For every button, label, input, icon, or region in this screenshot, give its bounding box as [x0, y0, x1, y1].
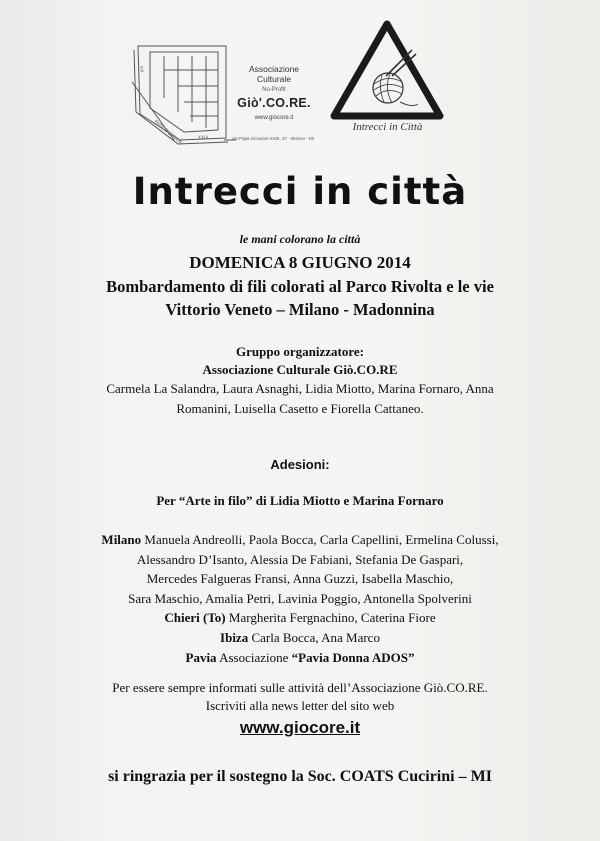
description-line2: Vittorio Veneto – Milano - Madonnina [165, 300, 435, 319]
chieri-names: Margherita Fergnachino, Caterina Fiore [228, 610, 436, 626]
organizers-association: Associazione Culturale Giò.CO.RE [202, 362, 398, 377]
milano-line1 [0, 530, 600, 550]
milano-line2: Alessandro D’Isanto, Alessia De Fabiani, Stefania De Gaspari, [136, 551, 464, 567]
milano-line4: Sara Maschio, Amalia Petri, Lavinia Poggio, Antonella Spolverini [128, 590, 472, 606]
association-text [230, 64, 318, 121]
thanks-line: si ringrazia per il sostegno la Soc. COATS Cucirini – MI [108, 768, 492, 785]
chieri-line [0, 608, 600, 628]
organizers-heading: Gruppo organizzatore: [236, 344, 364, 359]
pavia-org: “Pavia Donna ADOS” [291, 649, 415, 665]
assoc-line3: No-Profit [262, 87, 286, 93]
chieri-label: Chieri (To) [164, 610, 226, 626]
svg-text:via: via [138, 65, 145, 73]
adhesions-heading: Adesioni: [270, 457, 330, 472]
info-line2: Iscriviti alla news letter del sito web [205, 698, 395, 713]
milano-line3: Mercedes Falgueras Fransi, Anna Guzzi, Isabella Maschio, [146, 571, 454, 587]
description-line1: Bombardamento di fili colorati al Parco Rivolta e le vie [106, 277, 494, 296]
ibiza-line [0, 628, 600, 648]
assoc-address: via Papa Giovanni XXIII, 37 - Bresso - MI [232, 136, 315, 141]
adhesions-list [0, 530, 600, 667]
assoc-name: Giò'.CO.RE. [237, 96, 311, 110]
page-title: Intrecci in città [132, 170, 468, 213]
yarn-triangle-icon [330, 18, 445, 123]
assoc-line2: Culturale [256, 74, 292, 84]
members-line2: Romanini, Luisella Casetto e Fiorella Cattaneo. [176, 401, 424, 416]
logo-caption: Intrecci in Città [352, 121, 423, 133]
pavia-line [0, 648, 600, 668]
intrecci-logo [330, 18, 445, 143]
info-line1: Per essere sempre informati sulle attività dell’Associazione Giò.CO.RE. [112, 680, 488, 695]
event-date: DOMENICA 8 GIUGNO 2014 [189, 253, 411, 272]
pavia-text: Associazione [219, 649, 289, 665]
assoc-website: www.giocore.it [254, 115, 294, 121]
assoc-line1: Associazione [248, 64, 300, 74]
milano-names1: Manuela Andreolli, Paola Bocca, Carla Capellini, Ermelina Colussi, [144, 532, 499, 547]
svg-text:XXIII: XXIII [198, 136, 209, 141]
milano-label: Milano [101, 532, 142, 547]
ibiza-label: Ibiza [220, 629, 249, 645]
subtitle: le mani colorano la città [239, 232, 361, 246]
pavia-label: Pavia [185, 649, 217, 665]
ibiza-names: Carla Bocca, Ana Marco [251, 629, 380, 645]
members-line1: Carmela La Salandra, Laura Asnaghi, Lidia Miotto, Marina Fornaro, Anna [106, 381, 494, 396]
svg-text:PAPA GIOVANNI: PAPA GIOVANNI [152, 119, 183, 146]
organizers-members [80, 379, 520, 419]
association-logo [128, 42, 318, 152]
website-link[interactable]: www.giocore.it [239, 718, 361, 737]
art-line: Per “Arte in filo” di Lidia Miotto e Marina Fornaro [156, 493, 444, 508]
